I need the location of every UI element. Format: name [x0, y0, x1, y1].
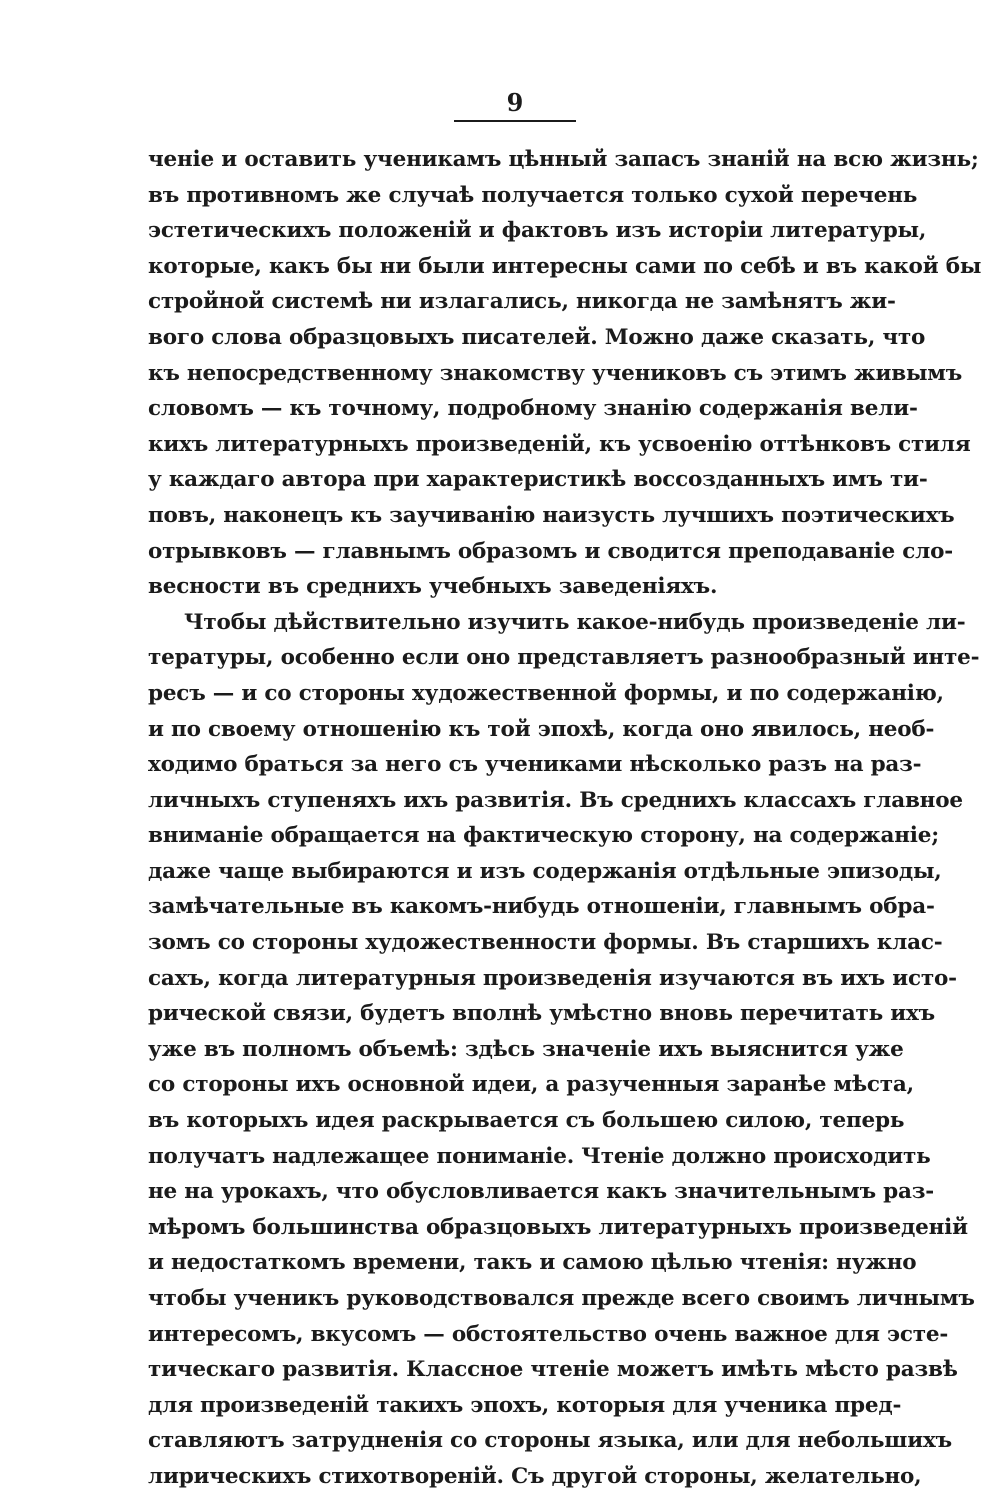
text-line: ченіе и оставить ученикамъ цѣнный запасъ знаній на всю жизнь;: [148, 147, 979, 172]
text-line: которые, какъ бы ни были интересны сами по себѣ и въ какой бы: [148, 253, 982, 279]
text-line: тературы, особенно если оно представляетъ разнообразный инте-: [148, 645, 980, 671]
text-line: вниманіе обращается на фактическую сторону, на содержаніе;: [148, 823, 939, 849]
text-line: къ непосредственному знакомству учениковъ съ этимъ живымъ: [148, 360, 963, 386]
text-line: стройной системѣ ни излагались, никогда не замѣнятъ жи-: [148, 289, 896, 315]
text-line: уже въ полномъ объемѣ: здѣсь значеніе ихъ выяснится уже: [148, 1036, 904, 1062]
text-line: у каждаго автора при характеристикѣ воссозданныхъ имъ ти-: [148, 467, 928, 493]
paragraph-start-line: Чтобы дѣйствительно изучить какое-нибудь произведеніе ли-: [184, 609, 966, 635]
text-line: кихъ литературныхъ произведеній, къ усвоенію оттѣнковъ стиля: [148, 431, 971, 457]
text-line: мѣромъ большинства образцовыхъ литературныхъ произведеній: [148, 1214, 968, 1240]
text-line: не на урокахъ, что обусловливается какъ значительнымъ раз-: [148, 1179, 934, 1205]
text-line: зомъ со стороны художественности формы. Въ старшихъ клас-: [148, 930, 943, 956]
text-line: даже чаще выбираются и изъ содержанія отдѣльные эпизоды,: [148, 858, 942, 884]
text-line: рической связи, будетъ вполнѣ умѣстно вновь перечитать ихъ: [148, 1001, 935, 1027]
text-line: повъ, наконецъ къ заучиванію наизусть лучшихъ поэтическихъ: [148, 502, 955, 528]
text-line: въ которыхъ идея раскрывается съ большею силою, теперь: [148, 1108, 905, 1134]
text-line: лирическихъ стихотвореній. Съ другой стороны, желательно,: [148, 1463, 922, 1489]
text-line: личныхъ ступеняхъ ихъ развитія. Въ среднихъ классахъ главное: [148, 787, 963, 813]
text-line: замѣчательные въ какомъ-нибудь отношеніи, главнымъ обра-: [148, 894, 935, 920]
text-line: отрывковъ — главнымъ образомъ и сводится преподаваніе сло-: [148, 538, 953, 564]
text-line: для произведеній такихъ эпохъ, которыя для ученика пред-: [148, 1392, 902, 1418]
text-line: получатъ надлежащее пониманіе. Чтеніе должно происходить: [148, 1143, 931, 1169]
text-line: интересомъ, вкусомъ — обстоятельство очень важное для эсте-: [148, 1321, 949, 1347]
text-line: вого слова образцовыхъ писателей. Можно даже сказать, что: [148, 324, 926, 350]
text-line: со стороны ихъ основной идеи, а разученныя заранѣе мѣста,: [148, 1072, 914, 1098]
text-line: чтобы ученикъ руководствовался прежде всего своимъ личнымъ: [148, 1286, 975, 1311]
header-rule: [454, 120, 576, 122]
page-number: 9: [506, 88, 524, 117]
text-line: сахъ, когда литературныя произведенія изучаются въ ихъ исто-: [148, 965, 957, 991]
text-line: и недостаткомъ времени, такъ и самою цѣлью чтенія: нужно: [148, 1250, 917, 1276]
text-line: эстетическихъ положеній и фактовъ изъ исторіи литературы,: [148, 218, 927, 244]
text-line: словомъ — къ точному, подробному знанію содержанія вели-: [148, 396, 918, 422]
paragraph-end-line: весности въ среднихъ учебныхъ заведеніяхъ.: [148, 574, 718, 600]
text-line: ходимо браться за него съ учениками нѣсколько разъ на раз-: [148, 752, 922, 778]
text-line: ресъ — и со стороны художественной формы, и по содержанію,: [148, 680, 944, 706]
text-line: тическаго развитія. Классное чтеніе можетъ имѣть мѣсто развѣ: [148, 1357, 958, 1383]
text-line: въ противномъ же случаѣ получается только сухой перечень: [148, 182, 918, 208]
page-header: [450, 88, 580, 122]
body-text: [148, 142, 982, 1495]
text-line: и по своему отношенію къ той эпохѣ, когда оно явилось, необ-: [148, 716, 935, 742]
text-line: ставляютъ затрудненія со стороны языка, или для небольшихъ: [148, 1428, 952, 1454]
